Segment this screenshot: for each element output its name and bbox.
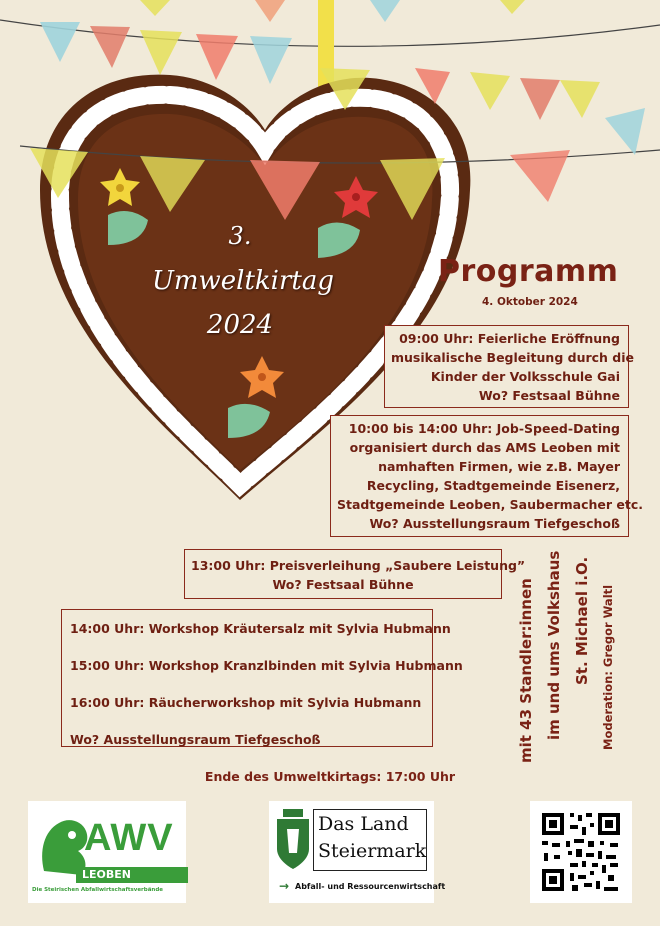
awv-subtitle: Die Steirischen Abfallwirtschaftsverbände bbox=[32, 887, 164, 893]
event-date: 4. Oktober 2024 bbox=[482, 296, 578, 308]
qr-code-icon bbox=[530, 801, 632, 903]
page-title: Programm bbox=[438, 254, 619, 289]
program-line: Wo? Ausstellungsraum Tiefgeschoß bbox=[70, 732, 321, 747]
land-steiermark-logo bbox=[269, 801, 446, 903]
awv-name: AWV bbox=[84, 817, 174, 859]
program-item-opening bbox=[384, 325, 634, 408]
program-line: Stadtgemeinde Leoben, Saubermacher etc. bbox=[337, 497, 643, 512]
arrow-right-icon: → bbox=[279, 879, 290, 893]
heart-title: Umweltkirtag bbox=[151, 266, 335, 296]
program-item-award bbox=[184, 549, 526, 599]
program-line: Wo? Ausstellungsraum Tiefgeschoß bbox=[369, 516, 620, 531]
program-item-job-speed-dating bbox=[330, 415, 643, 537]
land-line1: Das Land bbox=[318, 813, 409, 835]
side-moderation: Moderation: Gregor Waltl bbox=[601, 584, 615, 750]
land-name-box bbox=[313, 809, 427, 871]
side-standler: mit 43 Standler:innen bbox=[517, 578, 535, 763]
program-line: 15:00 Uhr: Workshop Kranzlbinden mit Sylvia Hubmann bbox=[70, 658, 463, 673]
coat-of-arms-icon bbox=[275, 809, 311, 871]
program-line: Recycling, Stadtgemeinde Eisenerz, bbox=[366, 478, 620, 493]
program-line: 09:00 Uhr: Feierliche Eröffnung bbox=[399, 331, 620, 346]
program-line: Wo? Festsaal Bühne bbox=[272, 577, 414, 592]
land-line2: Steiermark bbox=[318, 840, 427, 862]
program-line: Kinder der Volksschule Gai bbox=[430, 369, 620, 384]
awv-leoben-logo bbox=[28, 801, 186, 903]
heart-number: 3. bbox=[228, 222, 252, 250]
awv-city-badge: LEOBEN bbox=[76, 867, 188, 883]
program-line: namhaften Firmen, wie z.B. Mayer bbox=[378, 459, 620, 474]
side-location: St. Michael i.O. bbox=[573, 556, 591, 685]
program-line: Wo? Festsaal Bühne bbox=[478, 388, 620, 403]
program-line: 13:00 Uhr: Preisverleihung „Saubere Leistung” bbox=[191, 558, 526, 573]
end-time: Ende des Umweltkirtags: 17:00 Uhr bbox=[204, 769, 456, 784]
program-item-workshops bbox=[61, 609, 463, 747]
program-line: 16:00 Uhr: Räucherworkshop mit Sylvia Hubmann bbox=[70, 695, 422, 710]
side-venue: im und ums Volkshaus bbox=[545, 550, 563, 740]
heart-year: 2024 bbox=[206, 310, 274, 340]
program-line: organisiert durch das AMS Leoben mit bbox=[349, 440, 620, 455]
program-line: 14:00 Uhr: Workshop Kräutersalz mit Sylvia Hubmann bbox=[70, 621, 451, 636]
land-subtitle: Abfall- und Ressourcenwirtschaft bbox=[295, 882, 446, 891]
program-line: 10:00 bis 14:00 Uhr: Job-Speed-Dating bbox=[348, 421, 620, 436]
qr-code[interactable] bbox=[530, 801, 632, 903]
program-line: musikalische Begleitung durch die bbox=[391, 350, 634, 365]
